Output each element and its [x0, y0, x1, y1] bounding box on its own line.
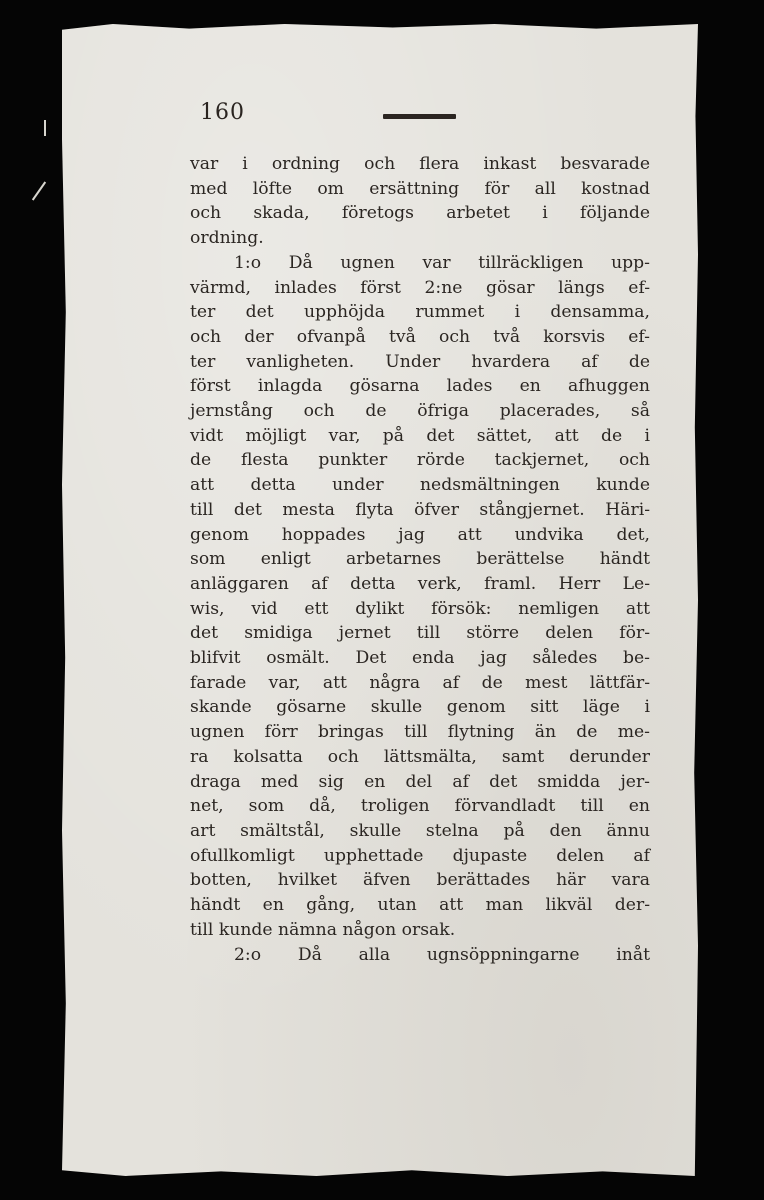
- paper-edge-mark: [44, 120, 46, 136]
- text-line: ugnen förr bringas till flytning än de me-: [190, 722, 650, 743]
- text-line: de flesta punkter rörde tackjernet, och: [190, 450, 650, 471]
- text-line: med löfte om ersättning för all kostnad: [190, 178, 650, 199]
- text-line: som enligt arbetarnes berättelse händt: [190, 549, 650, 570]
- text-line: botten, hvilket äfven berättades här vara: [190, 870, 650, 891]
- text-line: 1:o Då ugnen var tillräckligen upp-: [234, 252, 650, 273]
- text-line: och skada, företogs arbetet i följande: [190, 203, 650, 224]
- text-line: net, som då, troligen förvandladt till en: [190, 796, 650, 817]
- text-line: till kunde nämna någon orsak.: [190, 919, 456, 940]
- text-line: vidt möjligt var, på det sättet, att de i: [190, 425, 650, 446]
- body-text: [190, 152, 650, 967]
- text-line: det smidiga jernet till större delen för-: [190, 623, 650, 644]
- text-line: först inlagda gösarna lades en afhuggen: [190, 376, 650, 397]
- text-line: händt en gång, utan att man likväl der-: [190, 895, 650, 916]
- text-line: art smältstål, skulle stelna på den ännu: [190, 820, 650, 841]
- text-line: till det mesta flyta öfver stångjernet. Häri-: [190, 499, 650, 520]
- text-line: ofullkomligt upphettade djupaste delen af: [190, 845, 650, 866]
- page-number: 160: [200, 100, 245, 125]
- text-line: ter vanligheten. Under hvardera af de: [190, 351, 650, 372]
- text-line: att detta under nedsmältningen kunde: [190, 475, 650, 496]
- text-line: genom hoppades jag att undvika det,: [190, 524, 650, 545]
- text-line: farade var, att några af de mest lättfär-: [190, 672, 650, 693]
- text-line: värmd, inlades först 2:ne gösar längs ef-: [190, 277, 650, 298]
- text-line: och der ofvanpå två och två korsvis ef-: [190, 326, 650, 347]
- text-line: 2:o Då alla ugnsöppningarne inåt: [234, 944, 650, 965]
- text-line: wis, vid ett dylikt försök: nemligen att: [190, 598, 650, 619]
- text-line: draga med sig en del af det smidda jer-: [190, 771, 650, 792]
- text-line: blifvit osmält. Det enda jag således be-: [190, 648, 650, 669]
- text-line: skande gösarne skulle genom sitt läge i: [190, 697, 650, 718]
- header-rule: [383, 114, 456, 119]
- paper-fiber-mark: [32, 181, 46, 200]
- text-line: anläggaren af detta verk, framl. Herr Le-: [190, 573, 650, 594]
- text-line: ordning.: [190, 228, 264, 249]
- text-line: ra kolsatta och lättsmälta, samt derunder: [190, 746, 650, 767]
- text-line: var i ordning och flera inkast besvarade: [190, 154, 650, 174]
- text-line: ter det upphöjda rummet i densamma,: [190, 302, 650, 323]
- text-line: jernstång och de öfriga placerades, så: [190, 401, 650, 422]
